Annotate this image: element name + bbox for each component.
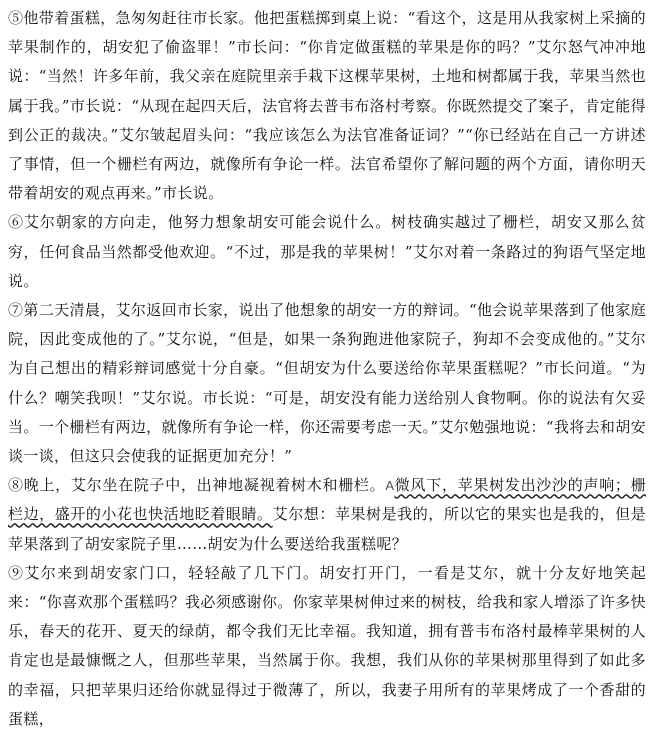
paragraph-8 — [8, 471, 646, 559]
wavy-underlined-sentence: 微风下，苹果树发出沙沙的声响；栅栏边，盛开的小花也快活地眨着眼睛。 — [8, 476, 646, 524]
paragraph-9: ⑨艾尔来到胡安家门口，轻轻敲了几下门。胡安打开门，一看是艾尔，就十分友好地笑起来：“你喜欢那个蛋糕吗？我必须感谢你。你家苹果树伸过来的树枝，给我和家人增添了许多快乐，春天的花开、夏天的绿荫，都令我们无比幸福。我知道，拥有普韦布洛村最棒苹果树的人肯定也是最慷慨之人，但那些苹果，当然属于你。我想，我们从你的苹果树那里得到了如此多的幸福，只把苹果归还给你就显得过于微薄了，所以，我妻子用所有的苹果烤成了一个香甜的蛋糕， — [8, 563, 646, 728]
paragraph-7: ⑦第二天清晨，艾尔返回市长家，说出了他想象的胡安一方的辩词。“他会说苹果落到了他家庭院，因此变成他的了。”艾尔说，“但是，如果一条狗跑进他家院子，狗却不会变成他的。”艾尔为自己想出的精彩辩词感觉十分自豪。“但胡安为什么要送给你苹果蛋糕呢？”市长问道。“为什么？嘲笑我呗！”艾尔说。市长说：“可是，胡安没有能力送给别人食物啊。你的说法有欠妥当。一个栅栏有两边，就像所有争论一样，你还需要考虑一天。”艾尔勉强地说：“我将去和胡安谈一谈，但这只会使我的证据更加充分！” — [8, 301, 646, 466]
paragraph-5: ⑤他带着蛋糕，急匆匆赶往市长家。他把蛋糕掷到桌上说：“看这个，这是用从我家树上采摘的苹果制作的，胡安犯了偷盗罪！”市长问：“你肯定做蛋糕的苹果是你的吗？”艾尔怒气冲冲地说：“当然！许多年前，我父亲在庭院里亲手栽下这棵苹果树，土地和树都属于我，苹果当然也属于我。”市长说：“从现在起四天后，法官将去普韦布洛村考察。你既然提交了案子，肯定能得到公正的裁决。”艾尔皱起眉头问：“我应该怎么为法官准备证词？”“你已经站在自己一方讲述了事情，但一个栅栏有两边，就像所有争论一样。法官希望你了解问题的两个方面，请你明天带着胡安的观点再来。”市长说。 — [8, 9, 646, 203]
paragraph-8-rest: 艾尔想：苹果树是我的，所以它的果实也是我的，但是苹果落到了胡安家院子里……胡安为什么要送给我蛋糕呢？ — [8, 505, 646, 553]
paragraph-8-intro: ⑧晚上，艾尔坐在院子中，出神地凝视着树木和栅栏。 — [8, 476, 386, 495]
annotation-marker-a: A — [385, 478, 395, 494]
paragraph-6: ⑥艾尔朝家的方向走，他努力想象胡安可能会说什么。树枝确实越过了栅栏，胡安又那么贫穷，任何食品当然都受他欢迎。“不过，那是我的苹果树！”艾尔对着一条路过的狗语气坚定地说。 — [8, 213, 646, 290]
